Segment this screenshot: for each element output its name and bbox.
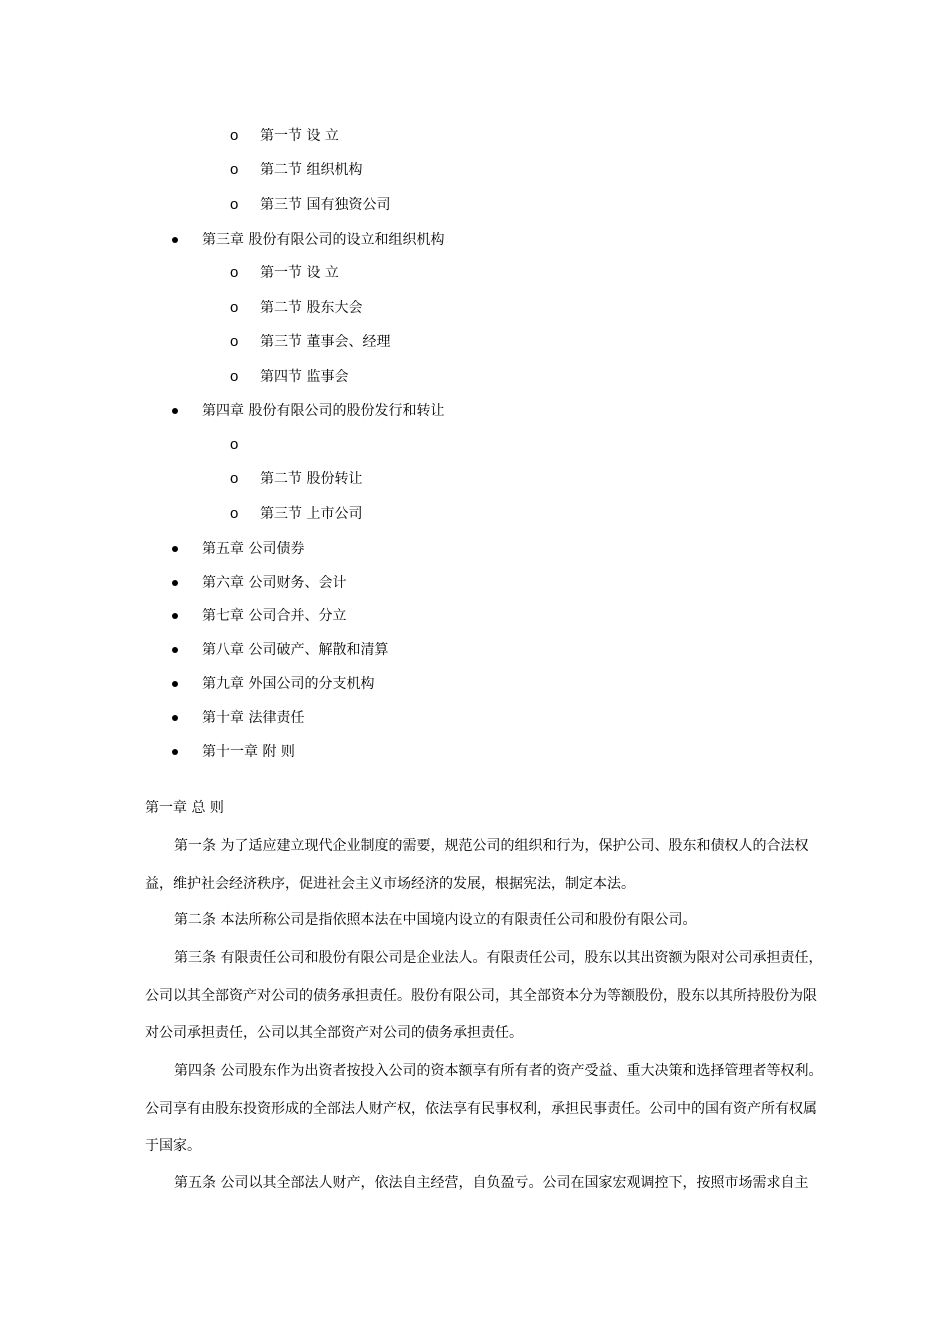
circle-bullet-icon: o [230,264,239,281]
toc-section-label: 第三节 上市公司 [260,506,363,522]
toc-chapter-label: 第五章 公司债券 [202,541,305,557]
toc-chapter-label: 第十章 法律责任 [202,710,305,726]
toc-chapter-label: 第七章 公司合并、分立 [202,608,347,624]
article-line: 第三条 有限责任公司和股份有限公司是企业法人。有限责任公司，股东以其出资额为限对公司承担责任， [174,950,823,966]
toc-chapter-label: 第九章 外国公司的分支机构 [202,676,375,692]
bullet-icon [172,681,178,687]
circle-bullet-icon: o [230,505,239,522]
toc-chapter-label: 第十一章 附 则 [202,744,295,760]
toc-chapter-label: 第四章 股份有限公司的股份发行和转让 [202,403,445,419]
toc-section-label: 第一节 设 立 [260,128,339,144]
circle-bullet-icon: o [230,196,239,213]
chapter-heading: 第一章 总 则 [145,800,224,816]
article-line: 第五条 公司以其全部法人财产，依法自主经营，自负盈亏。公司在国家宏观调控下，按照市场需求自主 [174,1175,809,1191]
circle-bullet-icon: o [230,368,239,385]
toc-chapter-label: 第六章 公司财务、会计 [202,575,347,591]
bullet-icon [172,580,178,586]
bullet-icon [172,647,178,653]
circle-bullet-icon: o [230,470,239,487]
circle-bullet-icon: o [230,299,239,316]
article-line: 公司以其全部资产对公司的债务承担责任。股份有限公司，其全部资本分为等额股份，股东以其所持股份为限 [145,988,817,1004]
toc-chapter-label: 第三章 股份有限公司的设立和组织机构 [202,232,445,248]
bullet-icon [172,749,178,755]
article-line: 于国家。 [145,1138,201,1154]
bullet-icon [172,546,178,552]
toc-section-label: 第二节 股东大会 [260,300,363,316]
article-line: 第二条 本法所称公司是指依照本法在中国境内设立的有限责任公司和股份有限公司。 [174,912,697,928]
toc-section-label: 第三节 董事会、经理 [260,334,391,350]
article-line: 公司享有由股东投资形成的全部法人财产权，依法享有民事权利，承担民事责任。公司中的国有资产所有权属 [145,1101,817,1117]
circle-bullet-icon: o [230,127,239,144]
circle-bullet-icon: o [230,436,239,453]
toc-section-label: 第一节 设 立 [260,265,339,281]
toc-section-label: 第二节 组织机构 [260,162,363,178]
toc-section-label: 第四节 监事会 [260,369,349,385]
bullet-icon [172,408,178,414]
article-line: 第四条 公司股东作为出资者按投入公司的资本额享有所有者的资产受益、重大决策和选择管理者等权利。 [174,1063,823,1079]
circle-bullet-icon: o [230,333,239,350]
circle-bullet-icon: o [230,161,239,178]
article-line: 益，维护社会经济秩序，促进社会主义市场经济的发展，根据宪法，制定本法。 [145,876,635,892]
toc-section-label: 第三节 国有独资公司 [260,197,391,213]
toc-section-label: 第二节 股份转让 [260,471,363,487]
article-line: 第一条 为了适应建立现代企业制度的需要，规范公司的组织和行为，保护公司、股东和债权人的合法权 [174,838,809,854]
bullet-icon [172,715,178,721]
article-line: 对公司承担责任，公司以其全部资产对公司的债务承担责任。 [145,1025,523,1041]
bullet-icon [172,237,178,243]
toc-chapter-label: 第八章 公司破产、解散和清算 [202,642,389,658]
bullet-icon [172,613,178,619]
